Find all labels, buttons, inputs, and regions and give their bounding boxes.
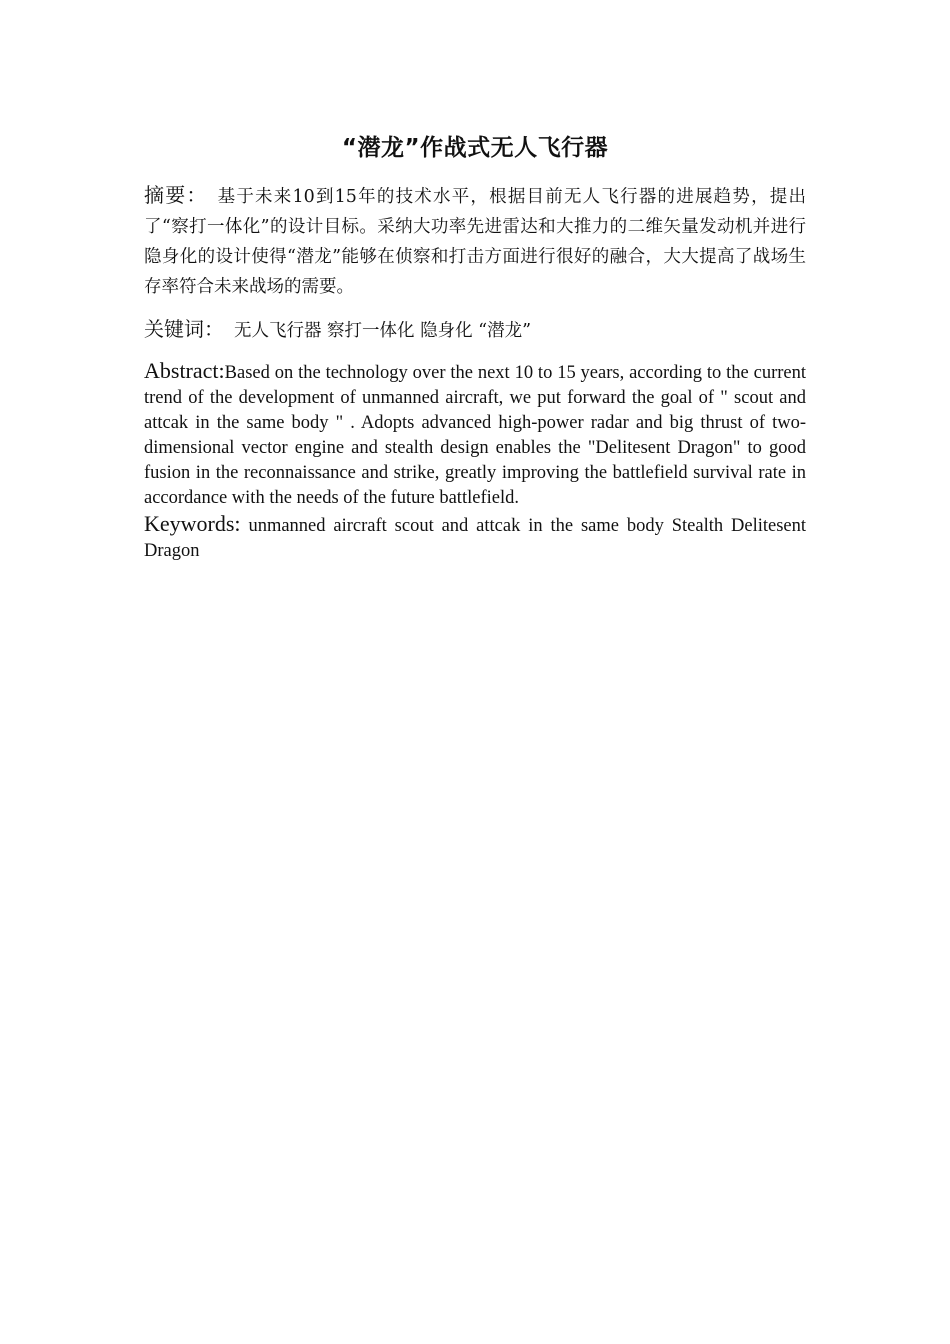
- english-abstract-label: Abstract:: [144, 358, 225, 383]
- english-abstract-text: Based on the technology over the next 10 to 15 years, according to the current trend of the development of unmanned aircraft, we put forward the goal of " scout and attcak in the same body " . Adopts advanced high-power radar and big thrust of two-dimensional vector engine and stealth design enables the "Delitesent Dragon" to good fusion in the reconnaissance and strike, greatly improving the battlefield survival rate in accordance with the needs of the future battlefield.: [144, 363, 806, 508]
- document-title: “潜龙”作战式无人飞行器: [341, 135, 609, 161]
- chinese-abstract-label: 摘要：: [144, 183, 208, 207]
- chinese-keywords-text: 无人飞行器 察打一体化 隐身化 “潜龙”: [234, 321, 532, 341]
- chinese-keywords-label: 关键词：: [144, 317, 224, 341]
- english-abstract: [144, 358, 806, 511]
- chinese-abstract-text: 基于未来10到15年的技术水平，根据目前无人飞行器的进展趋势，提出了“察打一体化”的设计目标。采纳大功率先进雷达和大推力的二维矢量发动机并进行隐身化的设计使得“潜龙”能够在侦察和打击方面进行很好的融合，大大提高了战场生存率符合未来战场的需要。: [144, 187, 806, 297]
- english-keywords-label: Keywords:: [144, 511, 241, 536]
- document-content: [144, 130, 806, 564]
- english-keywords: [144, 511, 806, 564]
- chinese-keywords: [144, 314, 806, 346]
- chinese-abstract: [144, 180, 806, 302]
- english-keywords-text: unmanned aircraft scout and attcak in the same body Stealth Delitesent Dragon: [144, 516, 806, 561]
